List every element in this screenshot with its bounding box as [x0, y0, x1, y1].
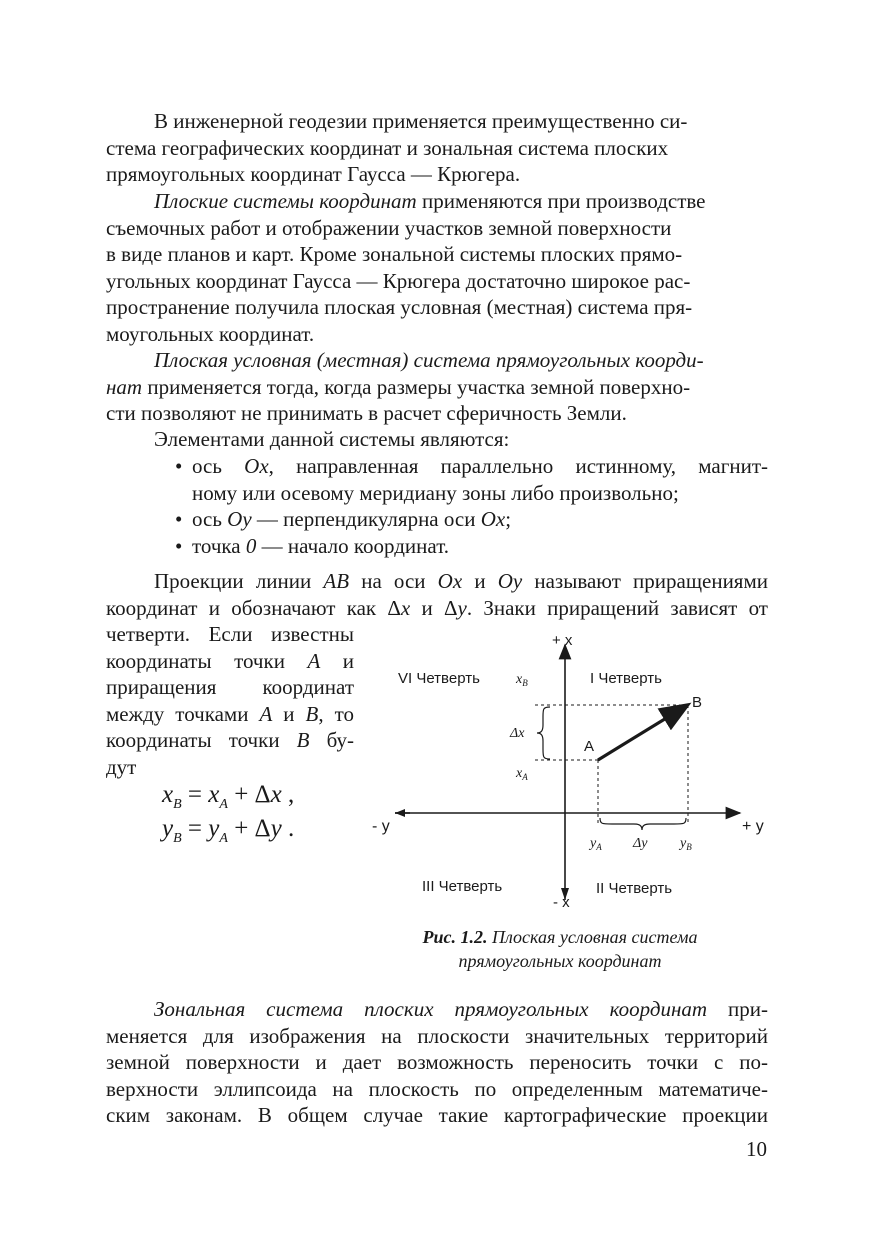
term-italic: нат [106, 374, 143, 399]
text-line: съемочных работ и отображении участков земной поверхности [106, 215, 672, 240]
text-fragment: — перпендикулярна оси [251, 507, 481, 531]
text-line: прямоугольных координат Гаусса — Крюгера. [106, 162, 521, 186]
text-fragment: Проекции линии [154, 569, 324, 593]
math-italic: y [457, 595, 467, 620]
math-italic: 0 [245, 533, 257, 558]
text-line: дут [106, 754, 137, 779]
delta-y-label: Δy [633, 836, 648, 851]
paragraph-local-system [106, 347, 768, 427]
text-fragment: координаты точки [106, 648, 308, 673]
text-line: ским законам. В общем случае такие картографические проекции [106, 1103, 768, 1127]
list-item [175, 533, 768, 560]
term-italic: Плоские системы координат [154, 189, 417, 213]
text-fragment: и [320, 648, 354, 673]
math-operator: + Δ [227, 781, 271, 808]
xa-label: $x_A$ [516, 766, 528, 782]
math-italic: B [305, 701, 319, 726]
text-fragment: и [272, 701, 306, 726]
axis-label-minus-y: - y [372, 818, 390, 835]
math-italic: x [270, 781, 282, 808]
formula-yb [162, 814, 294, 854]
ya-label: $y_A$ [590, 836, 602, 852]
math-italic: Oy [227, 507, 252, 531]
text-fragment: , направленная параллельно истинному, магнит- [268, 454, 769, 478]
delta-x-brace [537, 707, 550, 759]
text-line: стема географических координат и зональная система плоских [106, 135, 669, 160]
text-fragment: бу- [309, 728, 354, 752]
y-axis-left-arrow [395, 809, 405, 817]
text-line: четверти. Если известны [106, 622, 354, 646]
text-fragment: точка [192, 533, 246, 558]
text-line: ному или осевому меридиану зоны либо произвольно; [192, 480, 679, 505]
math-italic: Ox [480, 507, 506, 531]
math-italic: AB [323, 569, 350, 593]
caption-text: прямоугольных координат [458, 951, 662, 971]
text-fragment: координаты точки [106, 728, 297, 752]
page-number: 10 [746, 1137, 767, 1161]
math-italic: y [162, 815, 174, 842]
yb-label: $y_B$ [680, 836, 692, 852]
math-italic: A [259, 701, 273, 726]
math-italic: x [162, 781, 174, 808]
text-fragment: ось [192, 454, 245, 478]
list-item [175, 506, 768, 533]
math-italic: Oy [497, 569, 523, 593]
math-italic: Ox [244, 454, 269, 478]
text-fragment: называют приращениями [522, 569, 768, 593]
math-italic: x [208, 781, 220, 808]
paragraph-plane-systems [106, 188, 768, 347]
xb-label: $x_B$ [516, 672, 528, 688]
math-operator: = [181, 781, 209, 808]
math-operator: , [281, 781, 295, 808]
text-line: угольных координат Гаусса — Крюгера достаточно широкое рас- [106, 268, 691, 293]
math-subscript: B [173, 831, 182, 846]
text-fragment: и [462, 569, 498, 593]
math-italic: A [307, 648, 321, 673]
text-fragment: координат и обозначают как Δ [106, 595, 401, 620]
text-line: в виде планов и карт. Кроме зональной системы плоских прямо- [106, 242, 683, 266]
text-line: применяется тогда, когда размеры участка земной поверхно- [142, 374, 691, 399]
quadrant-2-label: II Четверть [596, 880, 673, 897]
math-italic: x [400, 595, 411, 620]
text-line: верхности эллипсоида на плоскость по определенным математиче- [106, 1076, 768, 1101]
paragraph-zonal-system [106, 996, 768, 1129]
text-fragment: — начало координат. [256, 533, 450, 558]
text-line [106, 727, 354, 754]
figure-caption [380, 925, 740, 973]
axis-label-minus-x: - x [553, 894, 570, 911]
text-fragment: на оси [349, 569, 438, 593]
text-fragment: между точками [106, 701, 260, 726]
paragraph-elements [106, 426, 768, 453]
math-subscript: A [219, 831, 228, 846]
point-b-label: B [692, 694, 703, 711]
text-line: Элементами данной системы являются: [154, 427, 510, 451]
bullet-icon: • [175, 533, 183, 558]
text-line [106, 701, 354, 728]
math-italic: y [270, 815, 282, 842]
axis-label-plus-y: + y [742, 818, 764, 835]
vector-ab [598, 706, 686, 760]
text-line: меняется для изображения на плоскости значительных территорий [106, 1023, 768, 1048]
delta-x-label: Δx [510, 726, 525, 741]
text-fragment: ; [505, 507, 512, 531]
paragraph-intro [106, 108, 768, 188]
text-line: земной поверхности и дает возможность переносить точки с по- [106, 1050, 768, 1074]
quadrant-3-label: III Четверть [422, 878, 503, 895]
text-line: применяются при производстве [416, 189, 706, 213]
math-subscript: B [173, 797, 182, 812]
text-fragment: ось [192, 507, 228, 531]
delta-y-brace [600, 818, 686, 830]
math-italic: B [296, 728, 310, 752]
text-line: пространение получила плоская условная (местная) система пря- [106, 295, 693, 319]
term-italic: Плоская условная (местная) система прямоугольных коорди- [154, 348, 704, 372]
text-line: приращения координат [106, 675, 354, 699]
text-line: при- [707, 997, 768, 1021]
math-operator: + Δ [227, 815, 271, 842]
text-line [106, 648, 354, 675]
paragraph-projections [106, 568, 768, 621]
quadrant-1-label: I Четверть [590, 670, 662, 687]
math-italic: y [208, 815, 220, 842]
caption-text: Плоская условная система [487, 927, 698, 947]
coordinate-system-figure [360, 625, 770, 915]
bullet-icon: • [175, 507, 183, 531]
text-line: моугольных координат. [106, 321, 315, 346]
text-fragment: , то [318, 701, 354, 726]
axis-label-plus-x: + x [552, 632, 573, 649]
quadrant-4-label: VI Четверть [398, 670, 480, 687]
elements-list [175, 453, 769, 559]
bullet-icon: • [175, 454, 183, 478]
text-line: В инженерной геодезии применяется преимущественно си- [154, 109, 688, 133]
math-subscript: A [219, 797, 228, 812]
math-italic: Ox [437, 569, 463, 593]
caption-number: Рис. 1.2. [422, 927, 488, 947]
point-a-label: A [584, 738, 595, 755]
math-operator: = [181, 815, 209, 842]
list-item [175, 453, 769, 506]
paragraph-known-coords [106, 621, 354, 780]
term-italic: Зональная система плоских прямоугольных координат [154, 997, 708, 1021]
text-line: сти позволяют не принимать в расчет сферичность Земли. [106, 401, 627, 425]
math-operator: . [281, 815, 295, 842]
text-fragment: и Δ [410, 595, 458, 620]
text-fragment: . Знаки приращений зависят от [466, 595, 768, 620]
